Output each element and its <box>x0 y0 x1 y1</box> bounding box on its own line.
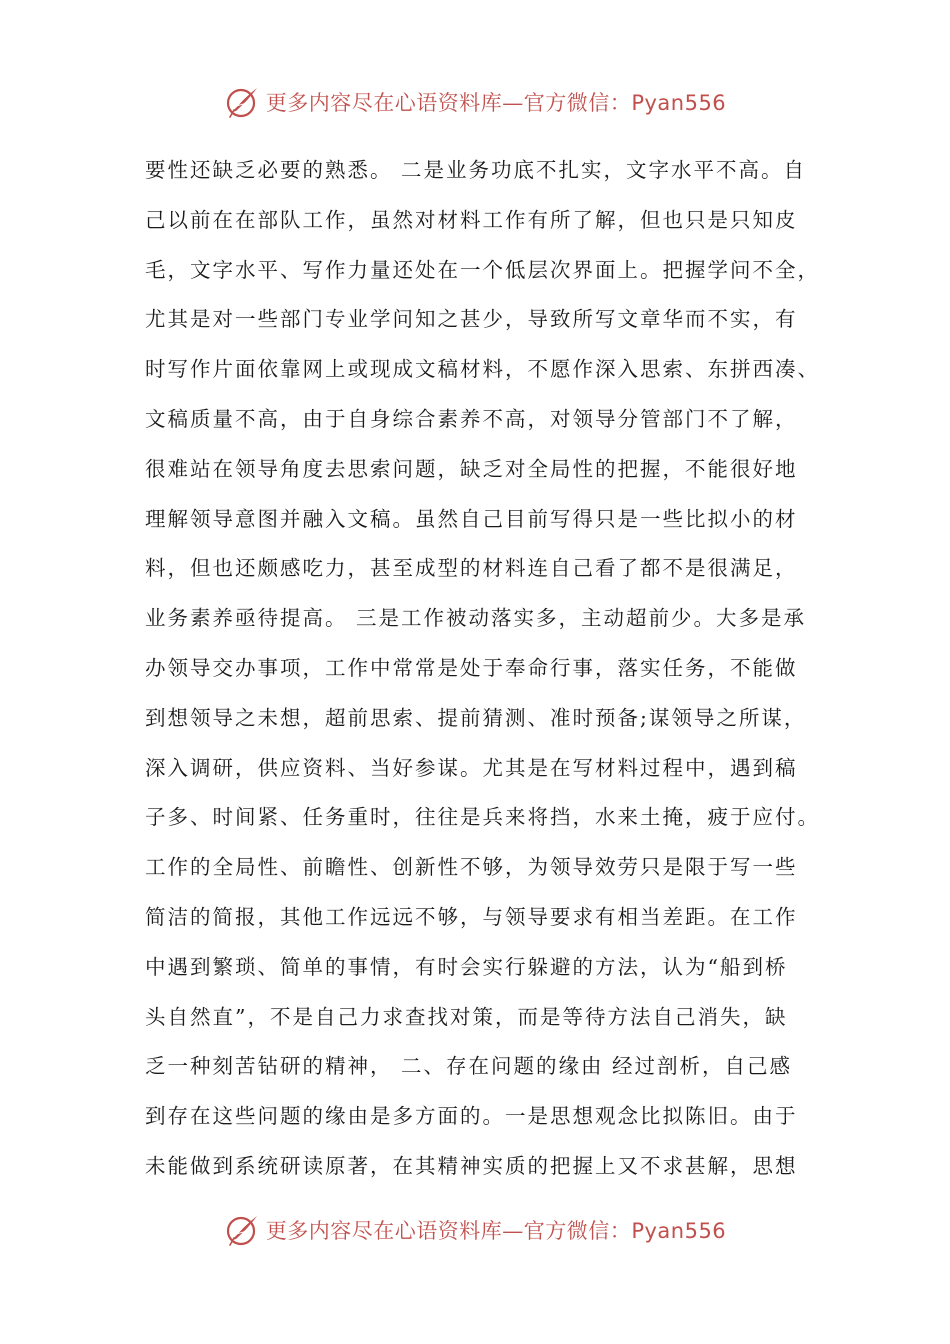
text-line: 子多、时间紧、任务重时，往往是兵来将挡，水来土掩，疲于应付。 <box>145 805 820 830</box>
quill-logo-icon <box>224 1212 260 1248</box>
text-line: 中遇到繁琐、简单的事情，有时会实行躲避的方法，认为“船到桥 <box>145 954 788 979</box>
text-line: 要性还缺乏必要的熟悉。 二是业务功底不扎实，文字水平不高。自 <box>145 158 807 182</box>
text-line: 未能做到系统研读原著，在其精神实质的把握上又不求甚解，思想 <box>145 1153 798 1178</box>
text-line: 时写作片面依靠网上或现成文稿材料，不愿作深入思索、东拼西凑、 <box>145 357 820 382</box>
text-line: 头自然直”，不是自己力求查找对策，而是等待方法自己消失，缺 <box>145 1004 788 1029</box>
footer-banner-label: 更多内容尽在心语资料库—官方微信：Pyan556 <box>265 1219 727 1243</box>
text-line: 到想领导之未想，超前思索、提前猜测、准时预备;谋领导之所谋， <box>145 705 807 730</box>
text-line: 业务素养亟待提高。 三是工作被动落实多，主动超前少。大多是承 <box>145 606 807 631</box>
text-line: 料，但也还颇感吃力，甚至成型的材料连自己看了都不是很满足， <box>145 556 798 581</box>
text-line: 深入调研，供应资料、当好参谋。尤其是在写材料过程中，遇到稿 <box>145 755 798 780</box>
text-line: 尤其是对一些部门专业学问知之甚少，导致所写文章华而不实，有 <box>145 307 798 332</box>
text-line: 工作的全局性、前瞻性、创新性不够，为领导效劳只是限于写一些 <box>145 855 798 880</box>
text-line: 乏一种刻苦钻研的精神， 二、存在问题的缘由 经过剖析，自己感 <box>145 1054 793 1079</box>
document-body <box>145 150 825 1196</box>
header-banner <box>0 82 950 122</box>
text-line: 简洁的简报，其他工作远远不够，与领导要求有相当差距。在工作 <box>145 904 798 929</box>
text-line: 毛，文字水平、写作力量还处在一个低层次界面上。把握学问不全， <box>145 257 820 282</box>
text-line: 办领导交办事项，工作中常常是处于奉命行事，落实任务，不能做 <box>145 655 798 680</box>
text-line: 到存在这些问题的缘由是多方面的。一是思想观念比拟陈旧。由于 <box>145 1104 798 1129</box>
footer-banner <box>0 1210 950 1250</box>
quill-logo-icon <box>224 84 260 120</box>
header-wechat-id: Pyan556 <box>631 91 727 115</box>
text-line: 文稿质量不高，由于自身综合素养不高，对领导分管部门不了解， <box>145 406 798 431</box>
header-banner-label: 更多内容尽在心语资料库—官方微信：Pyan556 <box>265 91 727 115</box>
text-line: 理解领导意图并融入文稿。虽然自己目前写得只是一些比拟小的材 <box>145 506 798 531</box>
footer-wechat-id: Pyan556 <box>631 1219 727 1243</box>
text-line: 很难站在领导角度去思索问题，缺乏对全局性的把握，不能很好地 <box>145 456 798 481</box>
text-line: 己以前在在部队工作，虽然对材料工作有所了解，但也只是只知皮 <box>145 207 798 232</box>
